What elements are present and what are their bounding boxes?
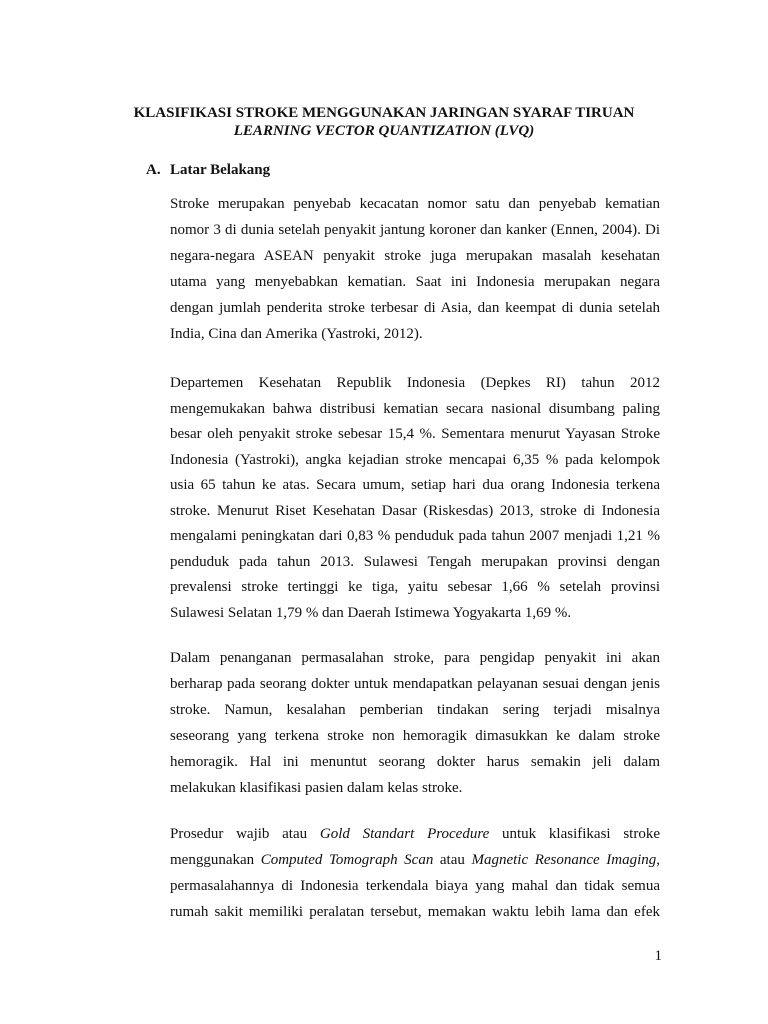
paragraph-line: besar oleh penyakit stroke sebesar 15,4 %. Sementara menurut Yayasan Stroke xyxy=(170,426,660,442)
paragraph-line: rumah sakit memiliki peralatan tersebut, memakan waktu lebih lama dan efek xyxy=(170,904,660,920)
paragraph-text: atau xyxy=(433,852,472,868)
paragraph-line: Dalam penanganan permasalahan stroke, para pengidap penyakit ini akan xyxy=(170,650,660,666)
paragraph-line: permasalahannya di Indonesia terkendala biaya yang mahal dan tidak semua xyxy=(170,878,660,894)
section-title: Latar Belakang xyxy=(170,162,271,178)
page-number: 1 xyxy=(654,948,662,964)
paragraph-line: penduduk pada tahun 2013. Sulawesi Tengah merupakan provinsi dengan xyxy=(170,553,660,570)
paragraph-line: utama yang menyebabkan kematian. Saat ini Indonesia merupakan negara xyxy=(170,274,660,290)
paragraph-text: menggunakan xyxy=(170,852,261,868)
paragraph-line: seseorang yang terkena stroke non hemoragik dimasukkan ke dalam stroke xyxy=(170,728,660,744)
paragraph-line xyxy=(170,824,660,844)
paragraph-italic-term: Gold Standart Procedure xyxy=(319,826,490,842)
paragraph-line: nomor 3 di dunia setelah penyakit jantung koroner dan kanker (Ennen, 2004). Di xyxy=(170,222,660,238)
paragraph-line: Indonesia (Yastroki), angka kejadian stroke mencapai 6,35 % pada kelompok xyxy=(170,451,660,468)
paragraph-italic-term: Magnetic Resonance Imaging xyxy=(471,852,657,868)
paragraph-line: berharap pada seorang dokter untuk mendapatkan pelayanan sesuai dengan jenis xyxy=(170,676,660,692)
paragraph-line: dengan jumlah penderita stroke terbesar di Asia, dan keempat di dunia setelah xyxy=(170,300,660,316)
paragraph-line: Stroke merupakan penyebab kecacatan nomor satu dan penyebab kematian xyxy=(170,196,660,212)
paragraph-italic-term: Computed Tomograph Scan xyxy=(260,852,434,868)
paragraph-text: , xyxy=(656,852,660,868)
paragraph-text: untuk klasifikasi stroke xyxy=(489,826,660,842)
paragraph-line: stroke. Namun, kesalahan pemberian tindakan sering terjadi misalnya xyxy=(170,702,660,718)
section-heading xyxy=(146,162,270,179)
paragraph-line: Sulawesi Selatan 1,79 % dan Daerah Istimewa Yogyakarta 1,69 %. xyxy=(170,604,572,621)
document-title-line-2: LEARNING VECTOR QUANTIZATION (LVQ) xyxy=(233,123,535,139)
paragraph-line: mengalami peningkatan dari 0,83 % penduduk pada tahun 2007 menjadi 1,21 % xyxy=(170,528,660,544)
paragraph-line: prevalensi stroke tertinggi ke tiga, yaitu sebesar 1,66 % setelah provinsi xyxy=(170,579,660,595)
paragraph-line: usia 65 tahun ke atas. Secara umum, setiap hari dua orang Indonesia terkena xyxy=(170,477,660,493)
document-title-line-1: KLASIFIKASI STROKE MENGGUNAKAN JARINGAN SYARAF TIRUAN xyxy=(133,105,635,121)
paragraph-line xyxy=(170,850,660,870)
paragraph-line: Departemen Kesehatan Republik Indonesia (Depkes RI) tahun 2012 xyxy=(170,375,660,391)
paragraph-line: India, Cina dan Amerika (Yastroki, 2012). xyxy=(170,326,423,342)
paragraph-line: mengemukakan bahwa distribusi kematian secara nasional disumbang paling xyxy=(170,400,660,417)
paragraph-text: Prosedur wajib atau xyxy=(170,826,320,842)
section-number: A. xyxy=(146,162,161,178)
paragraph-line: melakukan klasifikasi pasien dalam kelas stroke. xyxy=(170,780,463,796)
paragraph-line: stroke. Menurut Riset Kesehatan Dasar (Riskesdas) 2013, stroke di Indonesia xyxy=(170,502,660,519)
paragraph-line: negara-negara ASEAN penyakit stroke juga merupakan masalah kesehatan xyxy=(170,248,660,264)
paragraph-line: hemoragik. Hal ini menuntut seorang dokter harus semakin jeli dalam xyxy=(170,754,660,770)
